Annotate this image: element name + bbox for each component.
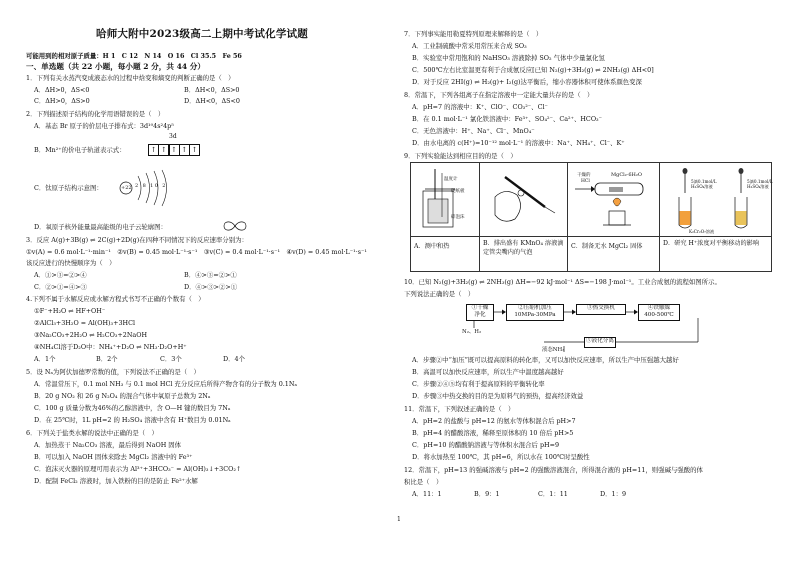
figure-caption-b: B．排出盛有 KMnO₄ 溶液滴定管尖嘴内的气泡 [483,240,564,256]
flow-step-3: ③热交换机 [576,304,626,315]
q12-option-d: D．1：9 [600,490,627,498]
q3-option-a: A．①>③=②>④ [34,271,87,279]
q5-option-a: A．常温常压下，0.1 mol NH₃ 与 0.1 mol HCl 充分反应后所得产物含有的分子数为 0.1Nₐ [34,380,297,388]
flow-output: 液态NH₃ [542,347,565,353]
q10-option-b: B．高温可以加快反应速率，所以生产中温度越高越好 [412,368,564,376]
orbital-box: ↑ [169,144,180,156]
label-dichromate: K₂Cr₂O₇溶液 [689,229,715,234]
q5-option-d: D．在 25℃时，1L pH=2 的 H₂SO₄ 溶液中含有 H⁺数目为 0.01Nₐ [34,416,231,424]
question-9: 9．下列实验能达到相应目的的是（ ） [404,152,517,160]
q6-option-c: C．泡沫灭火器的原理可用表示为 Al³⁺+3HCO₃⁻ = Al(OH)₃↓+3CO₂↑ [34,465,242,473]
q12-option-b: B．9：1 [474,490,500,498]
q3-ask: 该反应进行的快慢顺序为（ ） [26,259,116,267]
q10-option-d: D．步骤③中热交换的目的是为原料气的预热，提高经济效益 [412,392,584,400]
question-2: 2．下列描述原子结构的化学用语错误的是（ ） [26,110,165,118]
q3-rates: ①v(A) = 0.6 mol·L⁻¹·min⁻¹ ②v(B) = 0.45 mol·L⁻¹·s⁻¹ ③v(C) = 0.4 mol·L⁻¹·s⁻¹ ④v(D) = 0.45 mol·L⁻¹·s⁻¹ [26,248,367,256]
question-8: 8．常温下，下列各组离子在指定溶液中一定能大量共存的是（ ） [404,91,594,99]
flow-input: N₂、H₂ [462,329,482,335]
q11-option-c: C．pH=10 的醋酸钠溶液与等体积水混合后 pH=9 [412,441,560,449]
figure-caption-a: A．测中和热 [414,243,450,250]
burette-drawing [485,167,563,233]
q6-option-b: B．可以加入 NaOH 固体来除去 MgCl₂ 溶液中的 Fe³⁺ [34,453,193,461]
label-cardboard: 硬纸板 [451,189,465,194]
question-12-cont: 积比是（ ） [404,478,443,486]
label-tube1b: H₂SO₄溶液 [691,184,713,189]
q7-option-a: A．工业制硫酸中常采用常压来合成 SO₃ [412,42,527,50]
flow-step-5: ⑤液化分离 [584,337,616,348]
q6-option-d: D．配制 FeCl₂ 溶液时，加入铁粉的目的是防止 Fe²⁺水解 [34,477,198,485]
label-tube1: 5滴0.1mol/L [691,179,717,184]
label-thermometer: 温度计 [444,177,458,182]
q11-option-a: A．pH=2 的盐酸与 pH=12 的氨水等体积混合后 pH>7 [412,417,576,425]
figure-caption-d: D．研究 H⁺浓度对平衡移动的影响 [663,240,760,247]
q3-option-d: D．④>③>②>① [184,283,238,291]
q4-option-c: C．3个 [160,355,182,363]
q3-option-c: C．②>①=④>③ [34,283,87,291]
q8-option-a: A．pH=7 的溶液中：K⁺、ClO⁻、CO₃²⁻、Cl⁻ [412,103,548,111]
q8-option-b: B．在 0.1 mol·L⁻¹ 氯化铁溶液中：Fe³⁺、SO₄²⁻、Ca²⁺、HCO₃⁻ [412,115,602,123]
q2-option-a: A．基态 Br 原子的价层电子排布式：3d¹⁰4s²4p⁵ [34,122,174,130]
experiment-figure-table [410,162,772,272]
q5-option-b: B．20 g NO₂ 和 26 g N₂O₄ 的混合气体中氧原子总数为 2Nₐ [34,392,211,400]
q8-option-d: D．由水电离的 c(H⁺)=10⁻¹² mol·L⁻¹ 的溶液中：Na⁺、NH₄⁺、Cl⁻、K⁺ [412,139,625,147]
figure-caption-c: C．制备无水 MgCl₂ 固体 [571,243,643,250]
question-5: 5．设 Nₐ为阿伏加德罗常数的值，下列说法不正确的是（ ） [26,368,200,376]
atomic-masses: 可能用到的相对原子质量：H 1 C 12 N 14 O 16 Cl 35.5 Fe 56 [26,52,242,60]
atom-shell-counts: 2 8 10 2 [135,183,167,189]
q1-option-a: A．ΔH>0，ΔS<0 [34,86,90,94]
label-hcl: HCl [581,179,590,184]
label-tube2b: H₂SO₄溶液 [747,184,769,189]
q4-item-4: ④NH₄Cl溶于D₂O中：NH₄⁺+D₂O ⇌ NH₃·D₂O+H⁺ [34,343,187,351]
q4-item-3: ③Na₂CO₃+2H₂O ⇌ H₂CO₃+2NaOH [34,331,148,339]
q3-option-b: B．④>③=②>① [184,271,237,279]
atom-nucleus-label: +22 [121,185,132,191]
q12-option-c: C．1：11 [538,490,568,498]
orbital-box: ↑ [189,144,200,156]
flow-step-2: ②压缩机加压 10MPa-30MPa [506,304,564,321]
q4-item-1: ①F⁻+H₂O ⇌ HF+OH⁻ [34,307,106,315]
page-number: 1 [397,516,401,523]
q1-option-c: C．ΔH>0，ΔS>0 [34,97,90,105]
q4-item-2: ②AlCl₃+3H₂O = Al(OH)₃+3HCl [34,319,136,327]
q2-option-c: C．钛原子结构示意图： [34,184,103,192]
label-dry: 干燥的 [577,173,591,178]
flow-step-1: ①干燥 净化 [466,304,494,321]
question-4: 4.下列不属于水解反应或水解方程式书写不正确的个数有（ ） [26,295,205,303]
question-6: 6．下列关于盐类水解的说法中正确的是（ ） [26,429,158,437]
q6-option-a: A．加热蒸干 Na₂CO₃ 溶液，最后得到 NaOH 固体 [34,441,182,449]
q10-option-c: C．步骤②④⑤均有利于提高原料的平衡转化率 [412,380,545,388]
question-3: 3．反应 A(g)+3B(g) ⇌ 2C(g)+2D(g)在四种不同情况下的反应速率分别为： [26,236,248,244]
q12-option-a: A．11：1 [412,490,442,498]
section-heading: 一、单选题（共 22 小题，每小题 2 分，共 44 分） [26,62,205,71]
q7-option-b: B．实验室中常用饱和的 NaHSO₃ 溶液除掉 SO₂ 气体中少量氯化氢 [412,54,605,62]
q10-ask: 下列说法正确的是（ ） [404,290,475,298]
q10-option-a: A．步骤②中“加压”既可以提高原料的转化率，又可以加快反应速率，所以生产中压强越大越好 [412,356,679,364]
q4-option-a: A．1个 [34,355,56,363]
question-1: 1．下列有关水蒸汽变成液态水的过程中焓变和熵变的判断正确的是（ ） [26,74,235,82]
q11-option-b: B．pH=4 的醋酸溶液，稀释至原体积的 10 倍后 pH>5 [412,429,574,437]
question-11: 11．常温下，下列叙述正确的是（ ） [404,405,515,413]
question-7: 7．下列事实能用勒夏特列原理来解释的是（ ） [404,30,543,38]
q8-option-c: C．无色溶液中：H⁺、Na⁺、Cl⁻、MnO₄⁻ [412,127,535,135]
q7-option-c: C．500℃左右比室温更有利于合成氨反应[已知 N₂(g)+3H₂(g) ⇌ 2NH₃(g) ΔH<0] [412,66,654,74]
q4-option-b: B．2个 [96,355,118,363]
label-mgcl2: MgCl₂·6H₂O [611,172,642,178]
q5-option-c: C．100 g 质量分数为46%的乙醇溶液中，含 O—H 键的数目为 7Nₐ [34,404,231,412]
flow-step-4: ④铁触媒 400-500℃ [638,304,680,321]
q1-option-d: D．ΔH<0，ΔS<0 [184,97,240,105]
q7-option-d: D．对于反应 2HI(g) ⇌ H₂(g)+ I₂(g)达平衡后，缩小容器体积可使体系颜色变深 [412,78,642,86]
q1-option-b: B．ΔH<0，ΔS>0 [184,86,240,94]
exam-title: 哈师大附中2023级高二上期中考试化学试题 [96,28,308,40]
q2-option-d: D．氧原子核外能量最高能级的电子云轮廓图： [34,223,167,231]
q2-option-b: B．Mn²⁺的价电子轨道表示式： [34,146,126,154]
orbital-box: ↑ [158,144,169,156]
label-foam: 碎泡沫 [451,215,465,220]
q4-option-d: D．4个 [223,355,245,363]
orbital-diagram [149,144,200,156]
orbital-label: 3d [169,133,177,140]
orbital-box: ↑ [148,144,159,156]
q11-option-d: D．将水加热至 100℃，其 pH=6，所以水在 100℃时呈酸性 [412,453,590,461]
orbital-box: ↑ [179,144,190,156]
label-tube2: 5滴0.1mol/L [747,179,773,184]
question-12: 12．常温下，pH=13 的强碱溶液与 pH=2 的强酸溶液混合，所得混合液的 pH=11，则强碱与强酸的体 [404,466,703,474]
p-orbital-icon [222,220,248,232]
question-10: 10．已知 N₂(g)+3H₂(g) ⇌ 2NH₃(g) ΔH=−92 kJ·mol⁻¹ ΔS=−198 J·mol⁻¹。工业合成氨的流程如图所示。 [404,278,721,286]
